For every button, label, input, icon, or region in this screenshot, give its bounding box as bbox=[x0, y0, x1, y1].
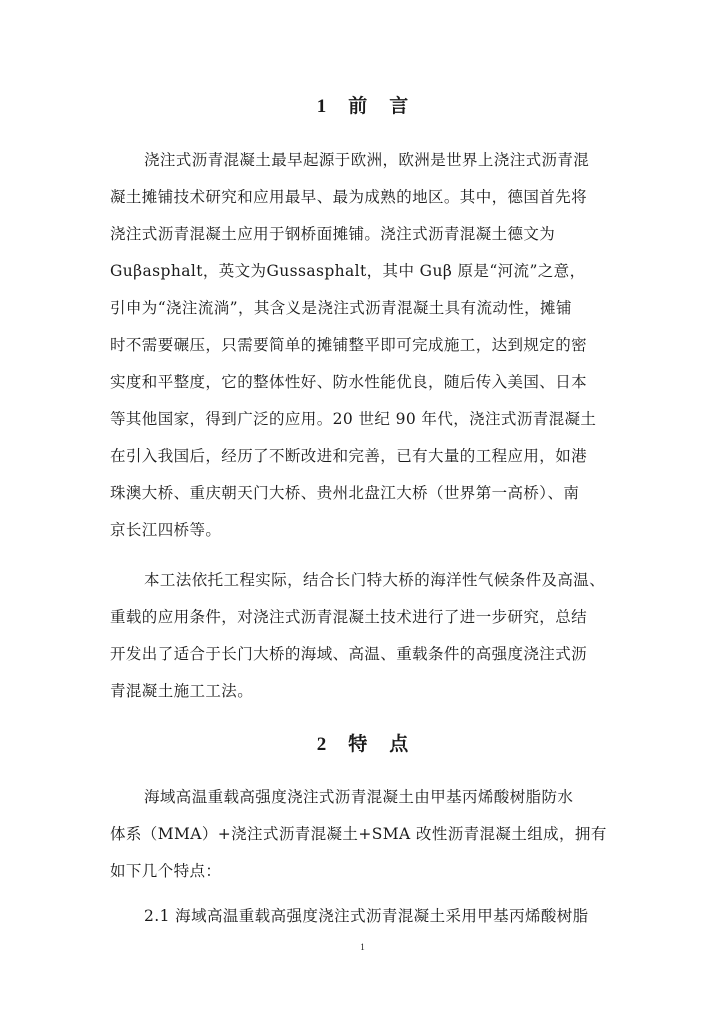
text-line: 珠澳大桥、重庆朝天门大桥、贵州北盘江大桥（世界第一高桥）、南 bbox=[110, 484, 580, 502]
section-number: 1 bbox=[316, 96, 327, 117]
paragraph-features bbox=[110, 779, 620, 890]
section-heading-2 bbox=[0, 733, 725, 757]
text-line: 重载的应用条件，对浇注式沥青混凝土技术进行了进一步研究，总结 bbox=[110, 608, 588, 626]
text-line: 在引入我国后，经历了不断改进和完善，已有大量的工程应用，如港 bbox=[110, 447, 588, 465]
text-line: 时不需要碾压，只需要简单的摊铺整平即可完成施工，达到规定的密 bbox=[110, 336, 588, 354]
section-title-char: 特 bbox=[348, 734, 368, 755]
text-line: 体系（MMA）+浇注式沥青混凝土+SMA 改性沥青混凝土组成，拥有 bbox=[110, 825, 607, 843]
page-number: 1 bbox=[360, 942, 365, 952]
text-line: 海域高温重载高强度浇注式沥青混凝土由甲基丙烯酸树脂防水 bbox=[144, 788, 574, 806]
text-line: 开发出了适合于长门大桥的海域、高温、重载条件的高强度浇注式沥 bbox=[110, 645, 588, 663]
section-number: 2 bbox=[316, 734, 327, 755]
text-line: Guβasphalt，英文为Gussasphalt，其中 Guβ 原是“河流”之意， bbox=[110, 262, 586, 280]
text-line: 浇注式沥青混凝土最早起源于欧洲，欧洲是世界上浇注式沥青混 bbox=[144, 151, 590, 169]
text-line: 实度和平整度，它的整体性好、防水性能优良，随后传入美国、日本 bbox=[110, 373, 588, 391]
paragraph-subsection bbox=[110, 898, 620, 935]
section-title-char: 点 bbox=[389, 734, 409, 755]
text-line: 2.1 海域高温重载高强度浇注式沥青混凝土采用甲基丙烯酸树脂 bbox=[144, 907, 589, 925]
text-line: 青混凝土施工工法。 bbox=[110, 682, 254, 700]
text-line: 京长江四桥等。 bbox=[110, 521, 222, 539]
text-line: 本工法依托工程实际，结合长门特大桥的海洋性气候条件及高温、 bbox=[144, 571, 606, 589]
paragraph-intro bbox=[110, 142, 620, 549]
text-line: 浇注式沥青混凝土应用于钢桥面摊铺。浇注式沥青混凝土德文为 bbox=[110, 225, 556, 243]
section-title-char: 言 bbox=[389, 96, 409, 117]
text-line: 如下几个特点： bbox=[110, 862, 222, 880]
text-line: 引申为“浇注流淌”，其含义是浇注式沥青混凝土具有流动性，摊铺 bbox=[110, 299, 572, 317]
text-line: 等其他国家，得到广泛的应用。20 世纪 90 年代，浇注式沥青混凝土 bbox=[110, 410, 597, 428]
section-heading-1 bbox=[0, 95, 725, 119]
text-line: 凝土摊铺技术研究和应用最早、最为成熟的地区。其中，德国首先将 bbox=[110, 188, 588, 206]
paragraph-method bbox=[110, 562, 620, 710]
section-title-char: 前 bbox=[348, 96, 368, 117]
